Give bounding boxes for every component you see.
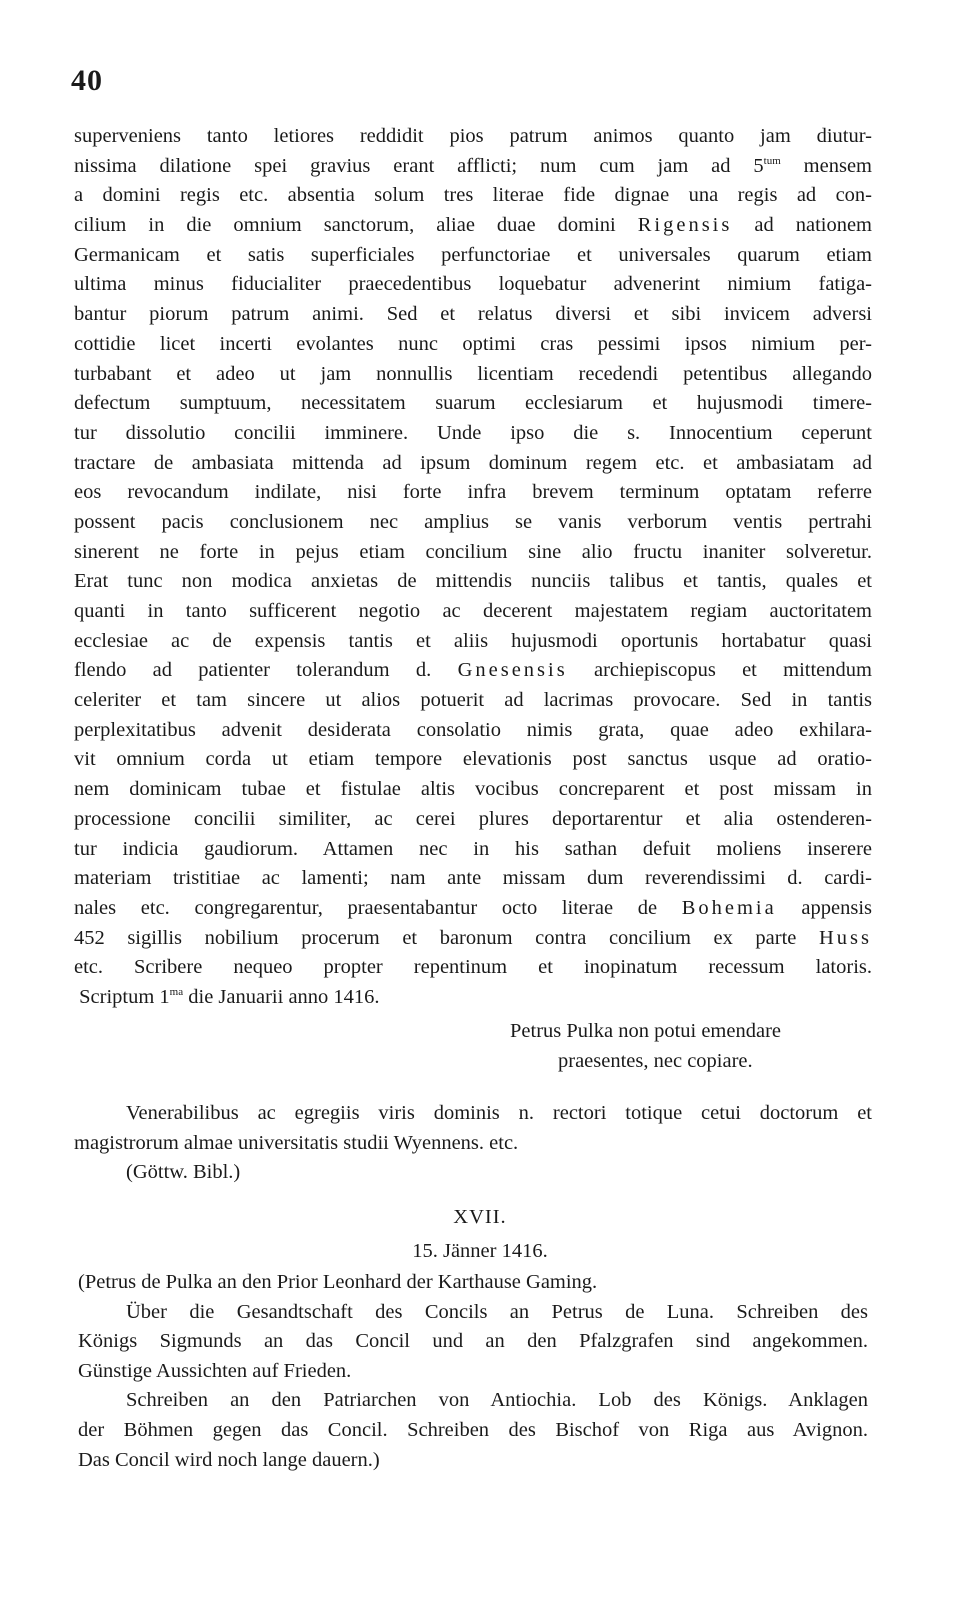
page-number: 40 (71, 64, 103, 97)
superscript: ma (169, 985, 184, 998)
text-line: Scriptum 1 (79, 985, 170, 1008)
text-line (74, 211, 872, 241)
summary-block (78, 1268, 868, 1475)
text-line (74, 656, 872, 686)
signature-line: Petrus Pulka non potui emendare (510, 1020, 782, 1042)
text-line: tur indicia gaudiorum. Attamen nec in his sathan defuit moliens inserere (74, 837, 872, 860)
text-line: eos revocandum indilate, nisi forte infra brevem terminum optatam referre (74, 481, 872, 504)
text-line: nales etc. congregarentur, praesentabantur octo literae de (74, 896, 682, 919)
summary-line: Schreiben an den Patriarchen von Antiochia. Lob des Königs. Anklagen (126, 1389, 868, 1412)
text-line: quanti in tanto sufficerent negotio ac decerent majestatem regiam auctoritatem (74, 600, 872, 622)
summary-line: (Petrus de Pulka an den Prior Leonhard der Karthause Gaming. (78, 1271, 598, 1293)
spaced-name: Huss (818, 926, 872, 949)
summary-line: der Böhmen gegen das Concil. Schreiben des Bischof von Riga aus Avignon. (78, 1418, 868, 1441)
address-line: Venerabilibus ac egregiis viris dominis n. rectori totique cetui doctorum et (126, 1102, 872, 1124)
text-line: ecclesiae ac de expensis tantis et aliis hujusmodi oportunis hortabatur quasi (74, 629, 872, 652)
address-block (74, 1099, 872, 1188)
text-line: flendo ad patienter tolerandum d. (74, 659, 458, 682)
document-date: 15. Jänner 1416. (412, 1240, 548, 1262)
text-line: turbabant et adeo ut jam nonnullis licentiam recedendi petentibus allegando (74, 362, 872, 385)
text-line: Erat tunc non modica anxietas de mittendis nunciis talibus et tantis, quales et (74, 570, 872, 593)
text-line: cottidie licet incerti evolantes nunc optimi cras pessimi ipsos nimium per- (74, 332, 872, 355)
source-note: (Göttw. Bibl.) (126, 1161, 241, 1183)
summary-line: Günstige Aussichten auf Frieden. (78, 1359, 352, 1382)
text-line: vit omnium corda ut etiam tempore elevationis post sanctus usque ad oratio- (74, 748, 872, 771)
text-line: nissima dilatione spei gravius erant afflicti; num cum jam ad 5 (74, 154, 764, 177)
text-line: tractare de ambasiata mittenda ad ipsum dominum regem etc. et ambasiatam ad (74, 451, 872, 474)
text-line: sinerent ne forte in pejus etiam concilium sine alio fructu inaniter solveretur. (74, 540, 872, 563)
text-line (74, 924, 872, 954)
letter-body (74, 122, 872, 1013)
document-number: XVII. (453, 1206, 507, 1228)
text-line: possent pacis conclusionem nec amplius se vanis verborum ventis pertrahi (74, 510, 872, 533)
text-line: archiepiscopus et mittendum (567, 659, 872, 682)
spaced-name: Gnesensis (457, 659, 568, 682)
summary-line: Königs Sigmunds an das Concil und an den Pfalzgrafen sind angekommen. (78, 1330, 868, 1353)
text-line (74, 152, 872, 182)
spaced-name: Rigensis (637, 214, 733, 237)
text-line: defectum sumptuum, necessitatem suarum ecclesiarum et hujusmodi timere- (74, 392, 872, 415)
text-line: bantur piorum patrum animi. Sed et relatus diversi et sibi invicem adversi (74, 303, 872, 326)
summary-line: Das Concil wird noch lange dauern.) (78, 1448, 380, 1471)
spaced-name: Bohemia (681, 896, 777, 919)
text-line: celeriter et tam sincere ut alios potuerit ad lacrimas provocare. Sed in tantis (74, 689, 872, 712)
text-line: ad nationem (732, 214, 872, 237)
signature-line: praesentes, nec copiare. (558, 1049, 753, 1072)
text-line: Germanicam et satis superficiales perfunctoriae et universales quarum etiam (74, 243, 872, 266)
text-line: materiam tristitiae ac lamenti; nam ante missam dum reverendissimi d. cardi- (74, 867, 872, 890)
text-line: superveniens tanto letiores reddidit pios patrum animos quanto jam diutur- (74, 125, 872, 147)
text-line: cilium in die omnium sanctorum, aliae duae domini (74, 214, 638, 237)
text-line (74, 894, 872, 924)
text-line: processione concilii similiter, ac cerei plures deportarentur et alia ostenderen- (74, 807, 872, 830)
text-line: mensem (780, 154, 872, 177)
text-line: 452 sigillis nobilium procerum et baronum contra concilium ex parte (74, 926, 819, 949)
summary-line: Über die Gesandtschaft des Concils an Petrus de Luna. Schreiben des (126, 1300, 868, 1323)
address-line: magistrorum almae universitatis studii Wyennens. etc. (74, 1131, 519, 1154)
text-line: etc. Scribere nequeo propter repentinum et inopinatum recessum latoris. (74, 956, 872, 979)
signature (510, 1017, 781, 1076)
text-line: appensis (776, 896, 872, 919)
text-line: die Januarii anno 1416. (183, 985, 380, 1008)
text-line: a domini regis etc. absentia solum tres literae fide dignae una regis ad con- (74, 184, 872, 207)
text-line (74, 983, 872, 1013)
text-line: ultima minus fiducialiter praecedentibus loquebatur advenerint nimium fatiga- (74, 273, 872, 296)
text-line: nem dominicam tubae et fistulae altis vocibus concreparent et post missam in (74, 778, 872, 801)
text-line: perplexitatibus advenit desiderata consolatio nimis grata, quae adeo exhilara- (74, 718, 872, 741)
superscript: tum (763, 154, 781, 167)
text-line: tur dissolutio concilii imminere. Unde ipso die s. Innocentium ceperunt (74, 421, 872, 444)
